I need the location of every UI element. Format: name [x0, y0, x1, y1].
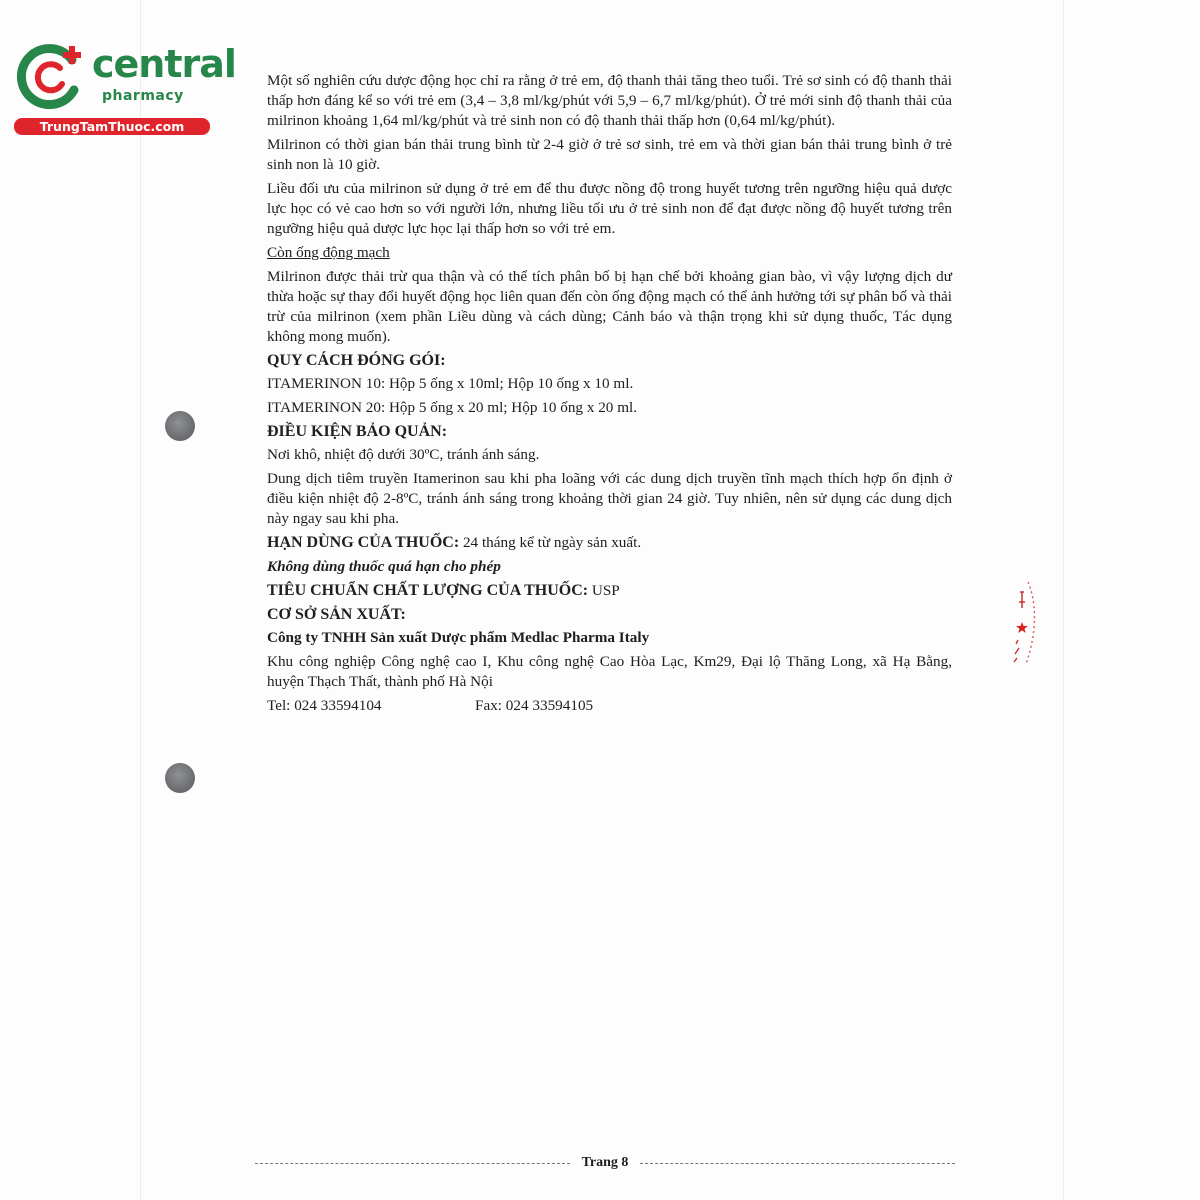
- packing-item: ITAMERINON 20: Hộp 5 ống x 20 ml; Hộp 10 ống x 20 ml.: [267, 399, 638, 416]
- section-heading-storage: ĐIỀU KIỆN BẢO QUẢN:: [267, 423, 448, 440]
- expiry-line: [267, 533, 952, 553]
- logo-c-cross-icon: [12, 38, 90, 116]
- contact-line: [267, 696, 952, 716]
- document-body: [267, 71, 952, 720]
- storage-line: Nơi khô, nhiệt độ dưới 30ºC, tránh ánh sáng.: [267, 446, 540, 463]
- section-heading-standard: TIÊU CHUẨN CHẤT LƯỢNG CỦA THUỐC:: [267, 582, 589, 599]
- logo-name: central: [92, 42, 236, 86]
- standard-line: [267, 581, 952, 601]
- footer-rule-left: [255, 1163, 570, 1164]
- punch-hole-bottom: [165, 763, 195, 793]
- paragraph: Một số nghiên cứu dược động học chỉ ra rằng ở trẻ em, độ thanh thải tăng theo tuổi. Trẻ sơ sinh có độ thanh thải thấp hơn đáng kể so với trẻ em (3,4 – 3,8 ml/kg/phút với 5,9 – 6,7 ml/kg/phút). Ở trẻ mới sinh độ thanh thải của milrinon khoảng 1,64 ml/kg/phút và trẻ sinh non có độ thanh thải thấp hơn (0,64 ml/kg/phút).: [267, 72, 952, 129]
- packing-item: [267, 374, 952, 394]
- page-left-edge: [140, 0, 141, 1200]
- paragraph: Milrinon được thải trừ qua thận và có thể tích phân bố bị hạn chế bởi khoảng gian bào, vì vậy lượng dịch dư thừa hoặc sự thay đổi huyết động học liên quan đến còn ống động mạch có thể ảnh hưởng tới sự phân bố và thải trừ của milrinon (xem phần Liều dùng và cách dùng; Cảnh báo và thận trọng khi sử dụng thuốc, Tác dụng không mong muốn).: [267, 268, 952, 345]
- page-right-edge: [1063, 0, 1064, 1200]
- packing-text: Hộp 5 ống x 10ml; Hộp 10 ống x 10 ml.: [385, 375, 634, 392]
- section-heading-expiry: HẠN DÙNG CỦA THUỐC:: [267, 534, 460, 551]
- pharmacy-logo[interactable]: [12, 38, 236, 138]
- expiry-warning: Không dùng thuốc quá hạn cho phép: [267, 558, 501, 575]
- fax: Fax: 024 33594105: [475, 697, 594, 714]
- section-heading-packing: QUY CÁCH ĐÓNG GÓI:: [267, 352, 446, 369]
- footer-rule-right: [640, 1163, 955, 1164]
- expiry-value: 24 tháng kể từ ngày sản xuất.: [459, 534, 642, 551]
- section-heading-manufacturer: CƠ SỞ SẢN XUẤT:: [267, 606, 406, 623]
- sub-heading: Còn ống động mạch: [267, 244, 390, 261]
- tel: Tel: 024 33594104: [267, 697, 382, 714]
- storage-line: Dung dịch tiêm truyền Itamerinon sau khi pha loãng với các dung dịch truyền tĩnh mạch thích hợp ổn định ở điều kiện nhiệt độ 2-8ºC, tránh ánh sáng trong khoảng thời gian 24 giờ. Tuy nhiên, nên sử dụng các dung dịch này ngay sau khi pha.: [267, 470, 952, 527]
- page-footer: [255, 1152, 955, 1174]
- punch-hole-top: [165, 411, 195, 441]
- logo-subtitle: pharmacy: [102, 88, 184, 104]
- packing-name: ITAMERINON 10:: [267, 375, 386, 392]
- company-address: Khu công nghiệp Công nghệ cao I, Khu công nghệ Cao Hòa Lạc, Km29, Đại lộ Thăng Long, xã Hạ Bằng, huyện Thạch Thất, thành phố Hà Nội: [267, 653, 952, 690]
- page-number: Trang 8: [581, 1155, 629, 1170]
- paragraph: Milrinon có thời gian bán thải trung bình từ 2-4 giờ ở trẻ sơ sinh, trẻ em và thời gian bán thải trung bình ở trẻ sinh non là 10 giờ.: [267, 136, 952, 173]
- standard-value: USP: [588, 582, 620, 599]
- logo-site-link[interactable]: TrungTamThuoc.com: [14, 118, 210, 135]
- paragraph: Liều đối ưu của milrinon sử dụng ở trẻ em để thu được nồng độ trong huyết tương trên ngưỡng hiệu quả dược lực học có vẻ cao hơn so với người lớn, nhưng liều tối ưu ở trẻ sinh non để đạt được nồng độ huyết tương trên ngưỡng hiệu quả dược lực học lại thấp hơn so với trẻ em.: [267, 180, 952, 237]
- stamp-mark-icon: [1010, 578, 1040, 670]
- company-name: Công ty TNHH Sản xuất Dược phẩm Medlac Pharma Italy: [267, 629, 650, 646]
